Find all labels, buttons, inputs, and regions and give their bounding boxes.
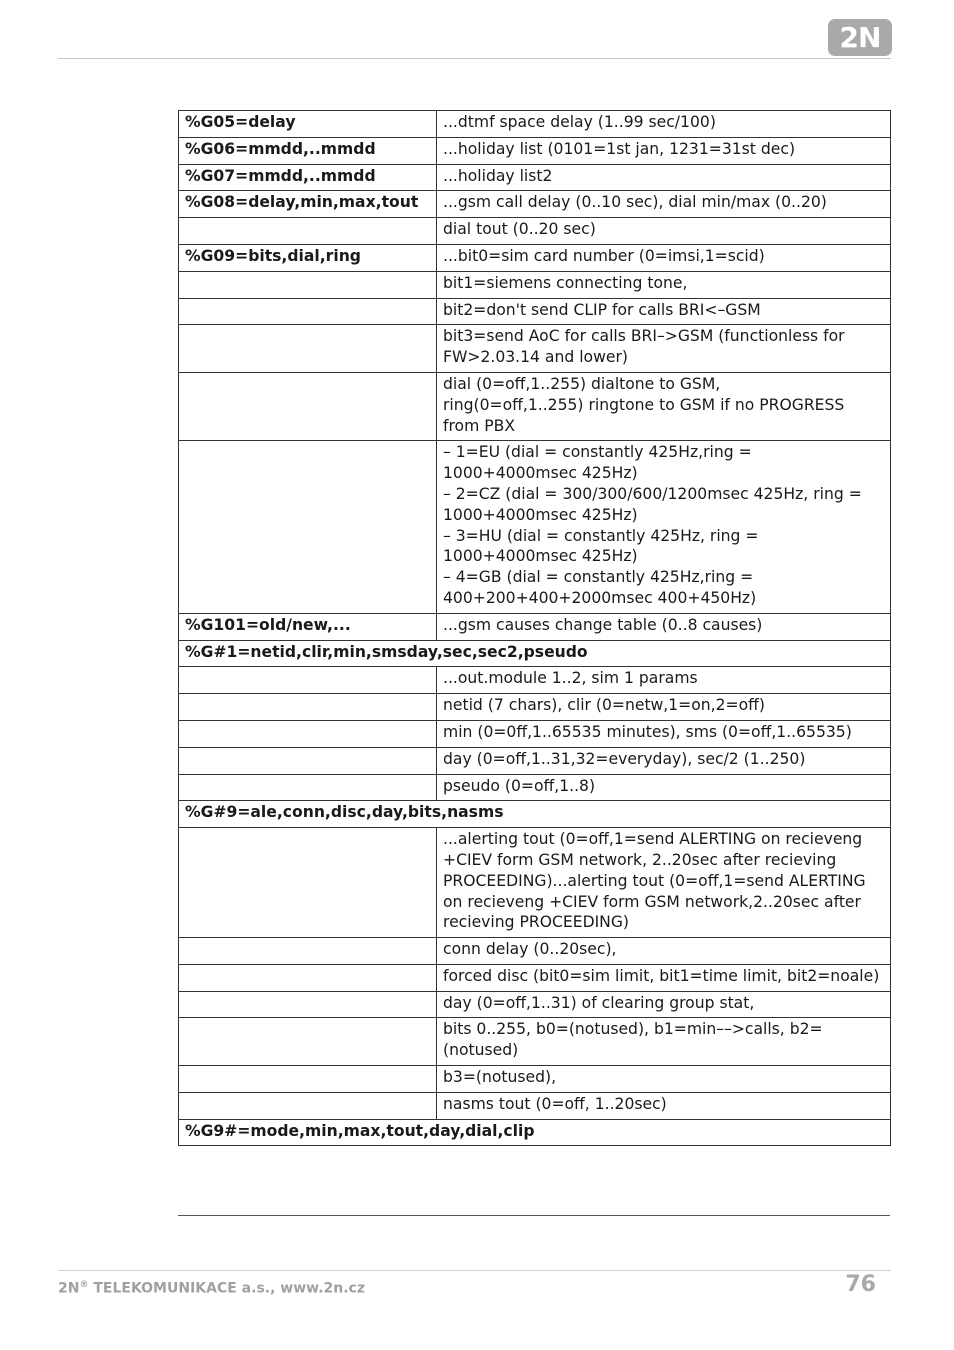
- param-key: [179, 774, 437, 801]
- table-row: [179, 828, 891, 938]
- param-key: [179, 938, 437, 965]
- footer-divider: [58, 1270, 891, 1271]
- param-key: %G07=mmdd,..mmdd: [179, 164, 437, 191]
- footer-company-name: [58, 1280, 365, 1297]
- table-row: [179, 1066, 891, 1093]
- param-description: – 1=EU (dial = constantly 425Hz,ring = 1000+4000msec 425Hz) – 2=CZ (dial = 300/300/600/1200msec 425Hz, ring = 1000+4000msec 425Hz) – 3=HU (dial = constantly 425Hz, ring = 1000+4000msec 425Hz) – 4=GB (dial = constantly 425Hz,ring = 400+200+400+2000msec 400+450Hz): [437, 441, 891, 613]
- footer-brand: 2N: [58, 1280, 80, 1297]
- param-description: ...gsm causes change table (0..8 causes): [437, 613, 891, 640]
- param-description: bit1=siemens connecting tone,: [437, 271, 891, 298]
- param-description: ...out.module 1..2, sim 1 params: [437, 667, 891, 694]
- param-description: forced disc (bit0=sim limit, bit1=time limit, bit2=noale): [437, 964, 891, 991]
- param-description: ...holiday list2: [437, 164, 891, 191]
- param-description: conn delay (0..20sec),: [437, 938, 891, 965]
- param-description: bits 0..255, b0=(notused), b1=min––>calls, b2=(notused): [437, 1018, 891, 1066]
- param-description: pseudo (0=off,1..8): [437, 774, 891, 801]
- table-row: [179, 441, 891, 613]
- table-row: [179, 720, 891, 747]
- param-description: ...bit0=sim card number (0=imsi,1=scid): [437, 244, 891, 271]
- param-key: [179, 828, 437, 938]
- registered-mark: ®: [79, 1280, 89, 1290]
- param-key: %G06=mmdd,..mmdd: [179, 137, 437, 164]
- section-heading-row: [179, 801, 891, 828]
- param-description: day (0=off,1..31) of clearing group stat,: [437, 991, 891, 1018]
- param-key: [179, 271, 437, 298]
- table-row: [179, 191, 891, 218]
- param-key: [179, 747, 437, 774]
- param-key: [179, 372, 437, 440]
- company-logo: 2N: [828, 19, 892, 56]
- param-key: %G101=old/new,...: [179, 613, 437, 640]
- param-description: ...holiday list (0101=1st jan, 1231=31st dec): [437, 137, 891, 164]
- table-row: [179, 667, 891, 694]
- table-row: [179, 218, 891, 245]
- section-heading: %G#9=ale,conn,disc,day,bits,nasms: [179, 801, 891, 828]
- table-row: [179, 244, 891, 271]
- param-key: %G08=delay,min,max,tout: [179, 191, 437, 218]
- footer-company-text: TELEKOMUNIKACE a.s., www.2n.cz: [88, 1280, 365, 1297]
- section-heading-row: [179, 1119, 891, 1146]
- table-row: [179, 325, 891, 373]
- param-key: [179, 964, 437, 991]
- param-key: [179, 667, 437, 694]
- table-row: [179, 938, 891, 965]
- param-key: [179, 298, 437, 325]
- param-key: [179, 1018, 437, 1066]
- param-description: ...gsm call delay (0..10 sec), dial min/max (0..20): [437, 191, 891, 218]
- param-key: [179, 694, 437, 721]
- param-key: %G09=bits,dial,ring: [179, 244, 437, 271]
- param-description: dial (0=off,1..255) dialtone to GSM, ring(0=off,1..255) ringtone to GSM if no PROGRESS from PBX: [437, 372, 891, 440]
- param-description: min (0=0ff,1..65535 minutes), sms (0=off,1..65535): [437, 720, 891, 747]
- table-row: [179, 298, 891, 325]
- section-heading-row: [179, 640, 891, 667]
- table-row: [179, 372, 891, 440]
- param-key: [179, 218, 437, 245]
- param-description: b3=(notused),: [437, 1066, 891, 1093]
- table-row: [179, 964, 891, 991]
- table-row: [179, 111, 891, 138]
- param-description: dial tout (0..20 sec): [437, 218, 891, 245]
- table-row: [179, 271, 891, 298]
- table-row: [179, 137, 891, 164]
- header-divider: [58, 58, 891, 59]
- param-key: %G05=delay: [179, 111, 437, 138]
- table-row: [179, 164, 891, 191]
- table-row: [179, 613, 891, 640]
- param-description: day (0=off,1..31,32=everyday), sec/2 (1..250): [437, 747, 891, 774]
- param-key: [179, 1092, 437, 1119]
- section-heading: %G#1=netid,clir,min,smsday,sec,sec2,pseudo: [179, 640, 891, 667]
- table-row: [179, 991, 891, 1018]
- param-description: ...dtmf space delay (1..99 sec/100): [437, 111, 891, 138]
- param-key: [179, 720, 437, 747]
- param-key: [179, 441, 437, 613]
- table-row: [179, 694, 891, 721]
- param-description: bit3=send AoC for calls BRI–>GSM (functionless for FW>2.03.14 and lower): [437, 325, 891, 373]
- page-number: 76: [845, 1272, 876, 1297]
- param-key: [179, 1066, 437, 1093]
- section-heading: %G9#=mode,min,max,tout,day,dial,clip: [179, 1119, 891, 1146]
- param-description: netid (7 chars), clir (0=netw,1=on,2=off): [437, 694, 891, 721]
- table-row: [179, 1092, 891, 1119]
- table-row: [179, 1018, 891, 1066]
- table-row: [179, 774, 891, 801]
- param-description: bit2=don't send CLIP for calls BRI<–GSM: [437, 298, 891, 325]
- parameter-table: [178, 110, 891, 1146]
- table-row: [179, 747, 891, 774]
- param-description: ...alerting tout (0=off,1=send ALERTING on recieveng +CIEV form GSM network, 2..20sec after recieving PROCEEDING)...alerting tout (0=off,1=send ALERTING on recieveng +CIEV form GSM network,2..20sec after recieving PROCEEDING): [437, 828, 891, 938]
- param-key: [179, 325, 437, 373]
- content-bottom-divider: [178, 1215, 890, 1216]
- param-description: nasms tout (0=off, 1..20sec): [437, 1092, 891, 1119]
- param-key: [179, 991, 437, 1018]
